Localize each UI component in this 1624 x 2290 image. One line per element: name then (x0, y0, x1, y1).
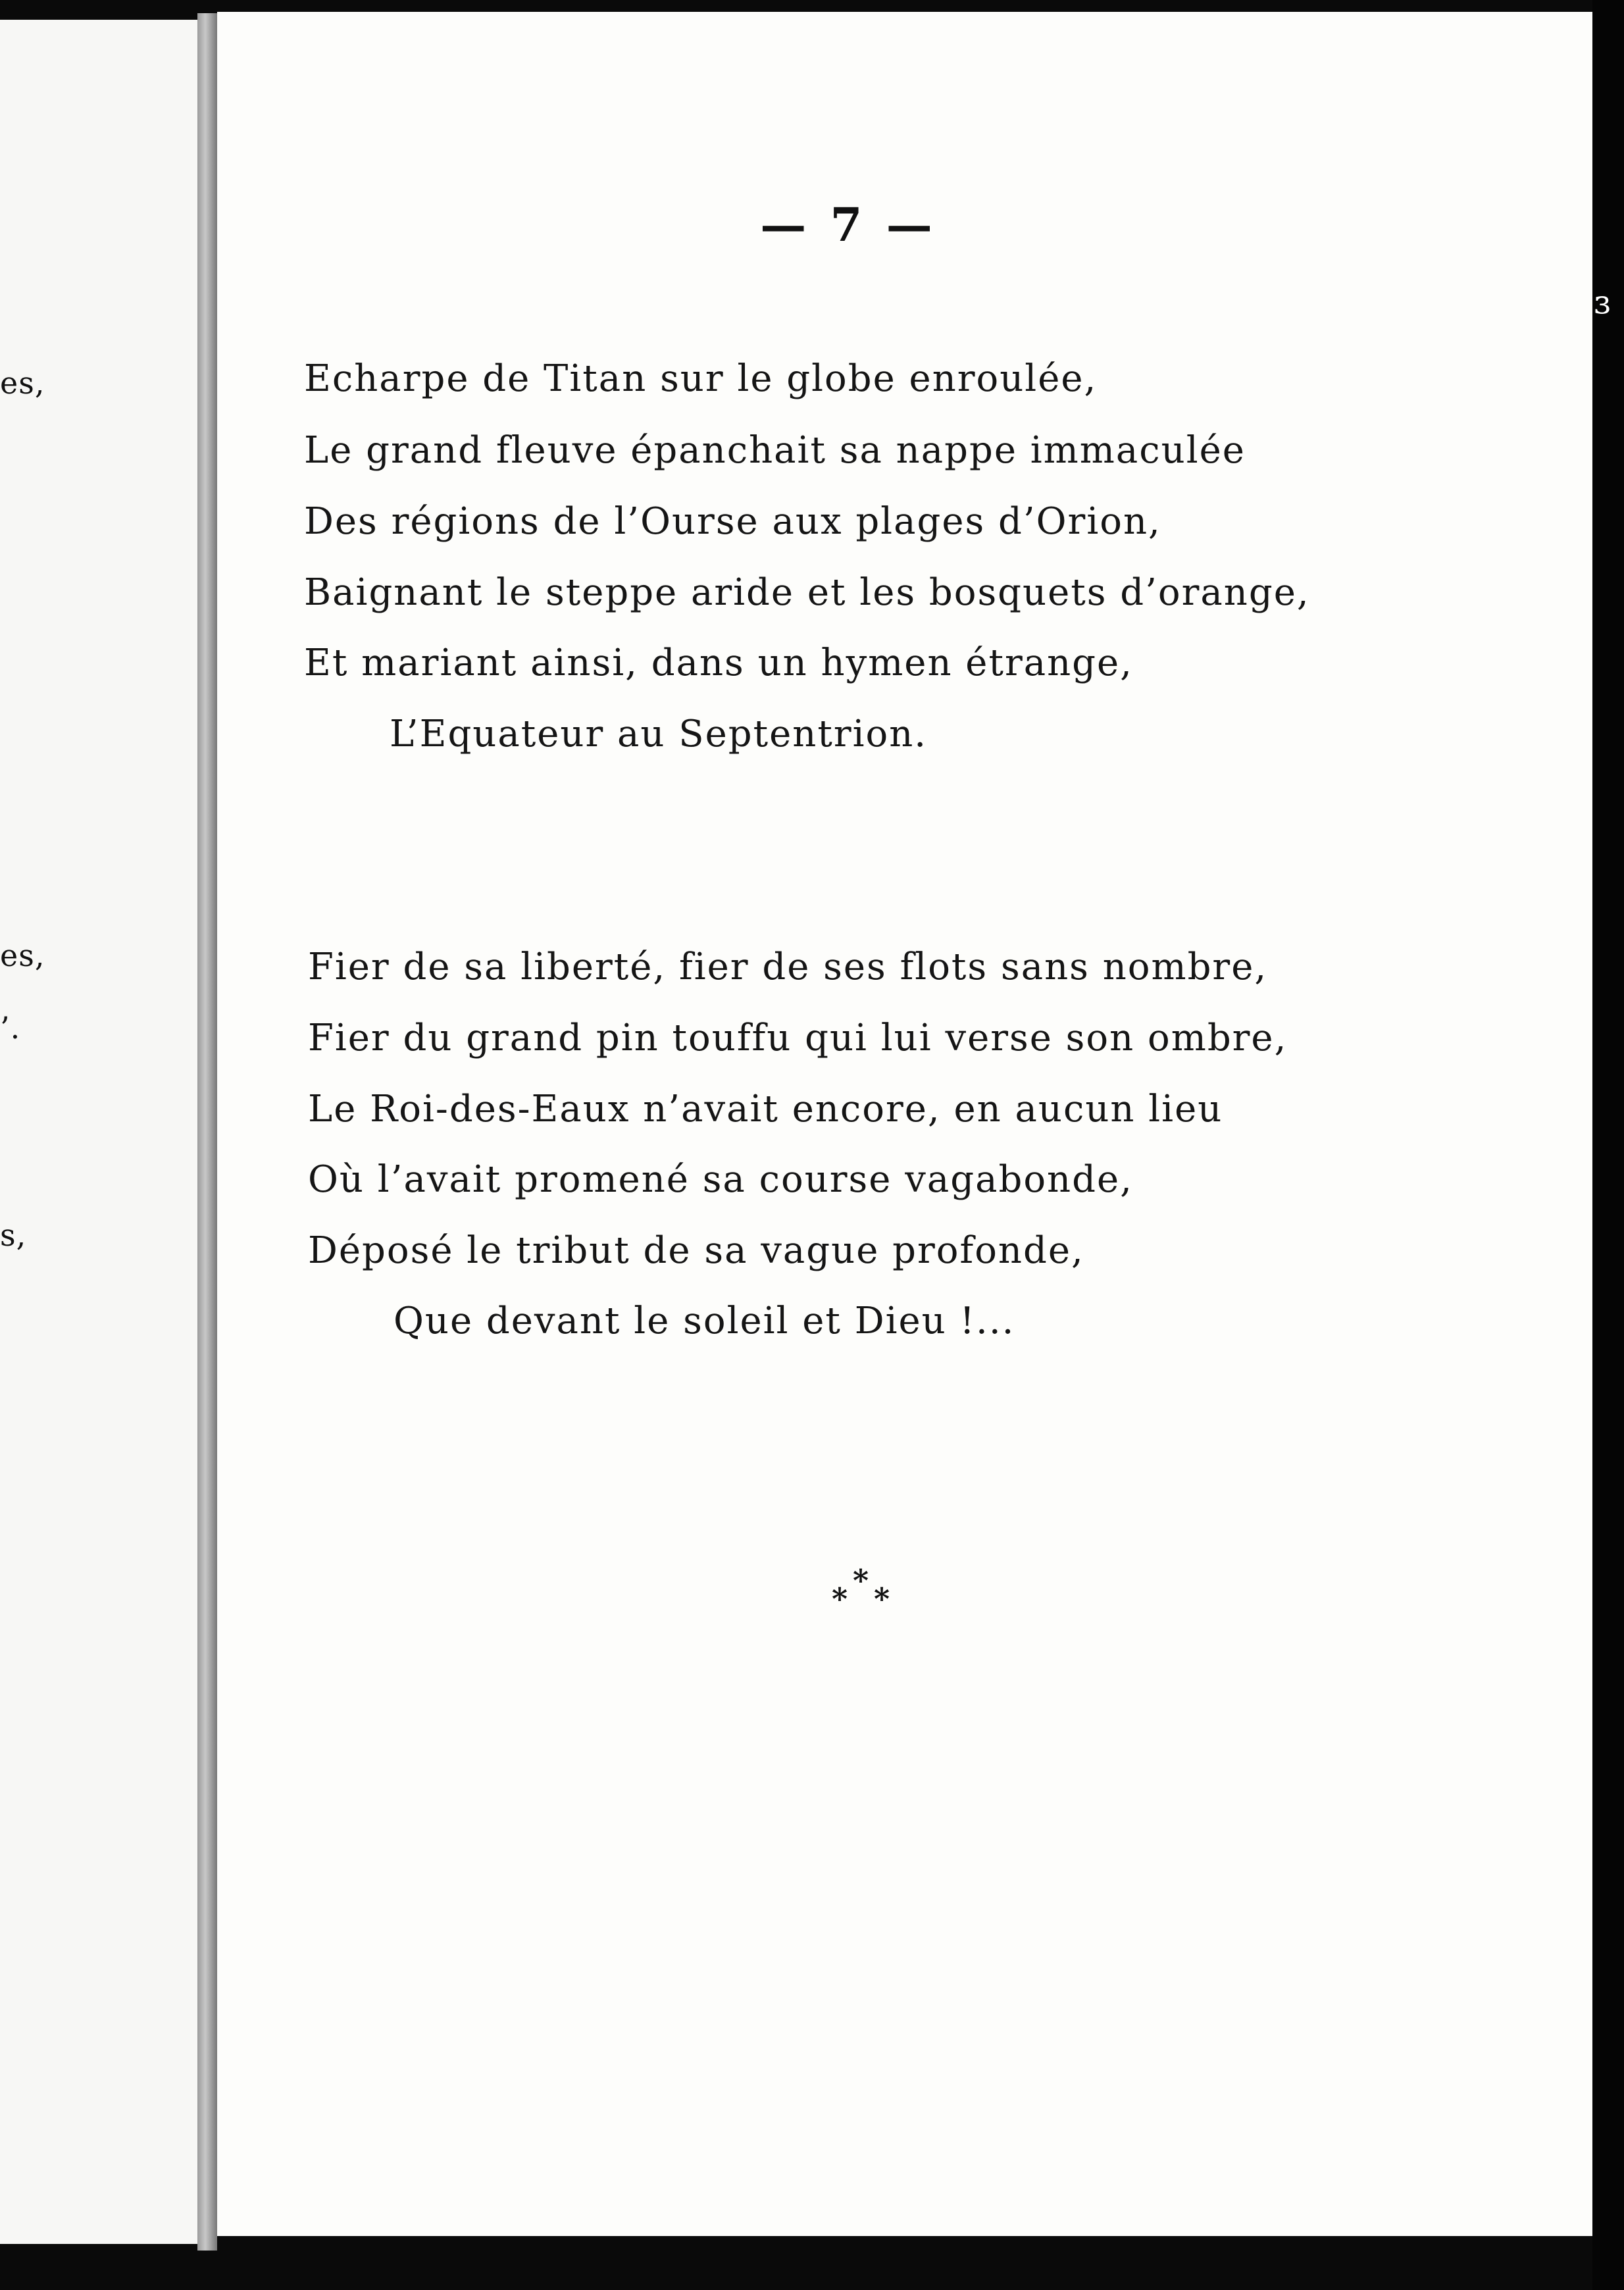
verse-line: Où l’avait promené sa course vagabonde, (308, 1158, 1133, 1201)
verse-line: Des régions de l’Ourse aux plages d’Orion, (304, 500, 1161, 543)
verse-line: Et mariant ainsi, dans un hymen étrange, (304, 642, 1133, 684)
previous-page-fragment: es, (0, 365, 45, 401)
page-gutter (197, 13, 217, 2251)
asterism-star: * (874, 1581, 890, 1617)
asterism-divider (809, 1563, 908, 1616)
previous-page-fragment: es, (0, 938, 45, 973)
page-number: — 7 — (760, 197, 936, 252)
verse-line: Le Roi-des-Eaux n’avait encore, en aucun lieu (308, 1088, 1223, 1131)
previous-page-edge (0, 20, 197, 2244)
asterism-star: * (832, 1581, 848, 1617)
verse-line: Echarpe de Titan sur le globe enroulée, (304, 357, 1098, 400)
verse-line: Fier du grand pin touffu qui lui verse son ombre, (308, 1017, 1288, 1059)
scan-right-edge (1592, 0, 1624, 2290)
verse-line: Fier de sa liberté, fier de ses flots sans nombre, (308, 946, 1268, 988)
previous-page-fragment: ’. (0, 1010, 21, 1046)
verse-line: L’Equateur au Septentrion. (390, 713, 928, 755)
edge-mark: ɜ (1594, 283, 1611, 321)
verse-line: Baignant le steppe aride et les bosquets d’orange, (304, 571, 1310, 614)
previous-page-fragment: s, (0, 1217, 27, 1253)
verse-line: Déposé le tribut de sa vague profonde, (308, 1229, 1084, 1272)
verse-line: Que devant le soleil et Dieu !... (393, 1300, 1015, 1342)
verse-line: Le grand fleuve épanchait sa nappe immaculée (304, 429, 1246, 472)
asterism-star: * (853, 1563, 869, 1598)
